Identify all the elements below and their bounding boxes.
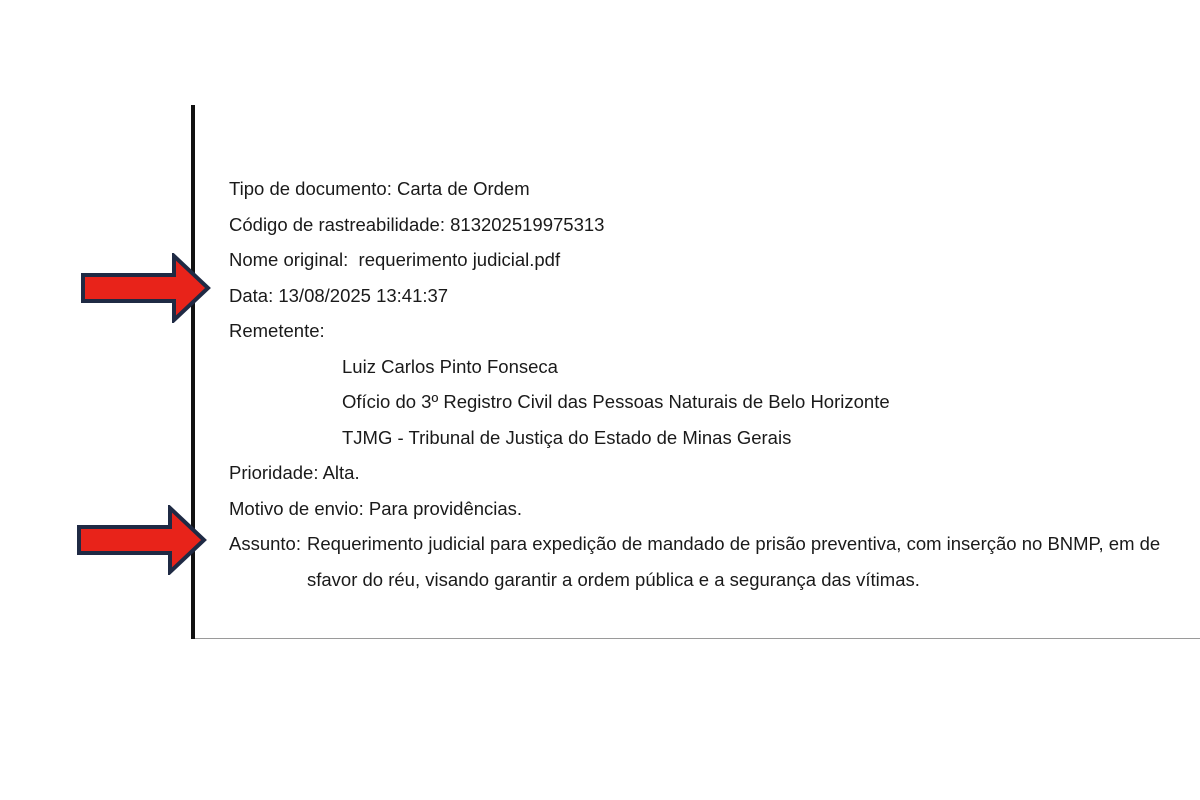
right-arrow-icon [80,253,212,323]
field-motivo: Motivo de envio: Para providências. [229,497,523,519]
assunto-label: Assunto: [229,533,301,554]
remetente-line: Ofício do 3º Registro Civil das Pessoas Naturais de Belo Horizonte [342,391,890,412]
field-assunto [229,526,1169,597]
right-arrow-icon [76,505,208,575]
assunto-value: Requerimento judicial para expedição de mandado de prisão preventiva, com inserção no BNMP, em desfavor do réu, visando garantir a ordem pública e a segurança das vítimas. [307,533,1161,590]
remetente-line: Luiz Carlos Pinto Fonseca [342,355,558,377]
field-tipo: Tipo de documento: Carta de Ordem [229,178,530,199]
field-data: Data: 13/08/2025 13:41:37 [229,284,449,306]
field-nome-original: Nome original: requerimento judicial.pdf [229,249,561,270]
field-remetente-label: Remetente: [229,320,325,341]
remetente-line: TJMG - Tribunal de Justiça do Estado de Minas Gerais [342,426,792,448]
bottom-divider [195,638,1200,639]
field-prioridade: Prioridade: Alta. [229,462,360,483]
field-codigo: Código de rastreabilidade: 813202519975313 [229,213,605,235]
document-metadata [229,171,1169,597]
